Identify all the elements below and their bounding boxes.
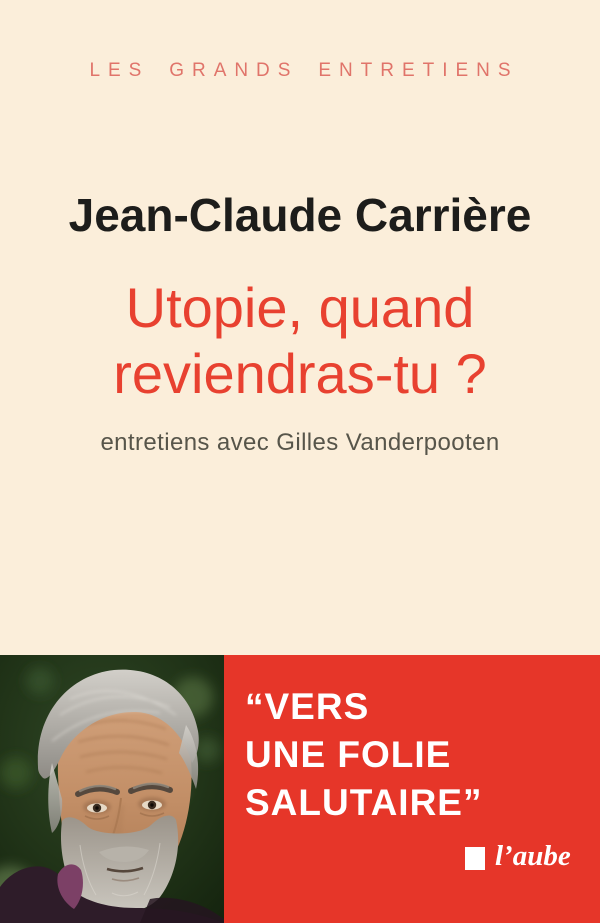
book-title <box>0 275 600 407</box>
publisher-name: l’aube <box>495 840 571 872</box>
collection-title: LES GRANDS ENTRETIENS <box>89 60 519 81</box>
author-portrait-photo <box>0 655 224 923</box>
subtitle: entretiens avec Gilles Vanderpooten <box>100 429 500 456</box>
author-name: Jean-Claude Carrière <box>68 189 532 241</box>
quote-line-3: SALUTAIRE” <box>245 782 483 823</box>
quote-line-1: “VERS <box>245 686 370 727</box>
quote-text <box>245 683 482 827</box>
book-title-line-2: reviendras-tu ? <box>113 342 487 405</box>
quote-line-2: UNE FOLIE <box>245 734 452 775</box>
publisher-logo-square-icon <box>465 847 485 870</box>
quote-block <box>224 655 600 923</box>
publisher-logo <box>465 840 571 872</box>
bottom-band <box>0 655 600 923</box>
portrait-illustration <box>0 655 224 923</box>
book-title-line-1: Utopie, quand <box>125 276 475 339</box>
